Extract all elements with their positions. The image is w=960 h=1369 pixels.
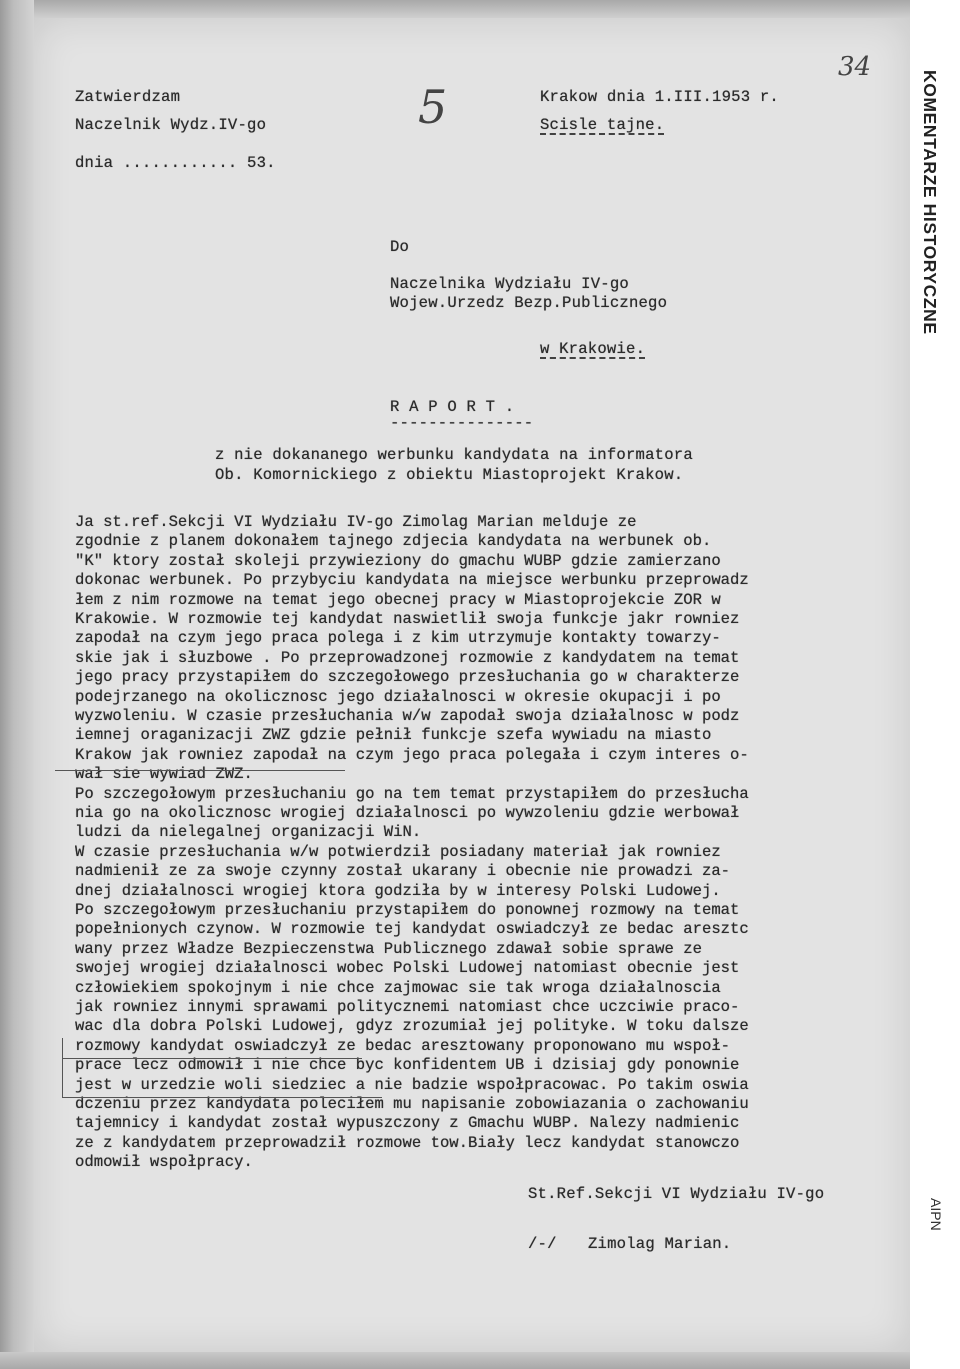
addressee-to: Do xyxy=(390,238,410,256)
body-line: nia go na okolicznosc wrogiej działalnosci po wywzoleniu gdzie werbował xyxy=(75,804,740,822)
body-line: skie jak i słuzbowe . Po przeprowadzonej rozmowie z kandydatem na temat xyxy=(75,648,740,667)
body-line: człowiekiem spokojnym i nie chce zajmowac sie tak wroga działalnoscia xyxy=(75,978,721,997)
body-line: podejrzanego na okolicznosc jego działalnosci w okresie okupacji i po xyxy=(75,687,721,706)
body-line: Krakow jak rowniez zapodał na czym jego praca polegała i czym interes o- xyxy=(75,745,749,764)
scan-bottom-edge xyxy=(0,1352,910,1369)
body-line: jest w urzedzie woli siedziec a nie badzie wspołpracowac. Po takim oswia xyxy=(75,1075,749,1094)
body-line: Krakowie. W rozmowie tej kandydat naswietlił swoja funkcje jakr rowniez xyxy=(75,610,740,628)
approval-date: dnia ............ 53. xyxy=(75,154,276,172)
body-line: dczeniu przez kandydata poleciłem mu napisanie zobowiazania o zachowaniu xyxy=(75,1095,749,1113)
signature-name: Zimolag Marian. xyxy=(588,1235,732,1253)
signature-mark: /-/ xyxy=(528,1235,557,1253)
report-heading: R A P O R T . xyxy=(390,398,515,416)
body-line: odmowił wspołpracy. xyxy=(75,1153,253,1172)
margin-underline-3 xyxy=(62,1097,382,1098)
report-heading-rule: --------------- xyxy=(390,414,534,432)
body-line: Po szczegołowym przesłuchaniu go na tem temat przystapiłem do przesłucha xyxy=(75,784,749,803)
body-line: jak rowniez innymi sprawami politycznemi natomiast chce uczciwie praco- xyxy=(75,998,740,1016)
body-line: wany przez Władze Bezpieczenstwa Publicznego zdawał sobie sprawe ze xyxy=(75,939,702,958)
scan-left-edge xyxy=(0,0,34,1369)
sidebar-credit: AIPN xyxy=(928,1198,944,1231)
margin-bracket xyxy=(62,1038,63,1098)
body-line: nadmienił ze za swoje czynny został ukarany i obecnie nie prowadzi za- xyxy=(75,862,731,881)
body-line: łem z nim rozmowe na temat jego obecnej pracy w Miastoprojekcie ZOR w xyxy=(75,590,721,609)
subject-line-1: z nie dokananego werbunku kandydata na informatora xyxy=(215,446,693,464)
margin-underline-1 xyxy=(55,770,345,771)
body-line: tajemnicy i kandydat został wypuszczony z Gmachu WUBP. Nalezy nadmienic xyxy=(75,1114,740,1133)
body-line: popełnionych czynow. W rozmowie tej kandydat oswiadczył ze bedac aresztc xyxy=(75,920,749,939)
body-line: dokonac werbunek. Po przybyciu kandydata na miejsce werbunku przeprowadz xyxy=(75,571,749,590)
body-line: iemnej oraganizacji ZWZ gdzie pełnił funkcje szefa wywiadu na miasto xyxy=(75,726,712,745)
body-line: "K" ktory został skoleji przywieziony do gmachu WUBP gdzie zamierzano xyxy=(75,551,721,570)
approval-line-1: Zatwierdzam xyxy=(75,88,181,106)
addressee-line-3: w Krakowie. xyxy=(540,340,646,358)
addressee-line-2: Wojew.Urzedz Bezp.Publicznego xyxy=(390,294,668,312)
addressee-line-1: Naczelnika Wydziału IV-go xyxy=(390,275,629,293)
body-line: prace lecz odmowił i nie chce byc konfidentem UB i dzisiaj gdy ponownie xyxy=(75,1056,740,1075)
scan-top-edge xyxy=(0,0,910,18)
body-line: wyzwoleniu. W czasie przesłuchania w/w zapodał swoja działalnosc w podz xyxy=(75,707,740,725)
body-line: ludzi da nielegalnej organizacji WiN. xyxy=(75,823,422,842)
handwritten-page-number: 34 xyxy=(838,52,872,82)
body-line: Ja st.ref.Sekcji VI Wydziału IV-go Zimolag Marian melduje ze xyxy=(75,513,637,531)
body-line: dnej działalnosci wrogiej ktora godziła by w interesy Polski Ludowej. xyxy=(75,881,721,900)
approval-line-2: Naczelnik Wydz.IV-go xyxy=(75,116,267,134)
body-line: wac dla dobra Polski Ludowej, gdyz zrozumiał jej polityke. W toku dalsze xyxy=(75,1017,749,1036)
subject-line-2: Ob. Komornickiego z obiektu Miastoprojekt Krakow. xyxy=(215,466,684,484)
body-line: Po szczegołowym przesłuchaniu przystapiłem do ponownej rozmowy na temat xyxy=(75,901,740,919)
body-line: zgodnie z planem dokonałem tajnego zdjecia kandydata na werbunek ob. xyxy=(75,532,712,551)
body-line: ze z kandydatem przeprowadził rozmowe tow.Biały lecz kandydat stanowczo xyxy=(75,1133,740,1152)
handwritten-document-number: 5 xyxy=(418,80,448,134)
signature-title: St.Ref.Sekcji VI Wydziału IV-go xyxy=(528,1185,825,1203)
body-line: jego pracy przystapiłem do szczegołowego przesłuchania go w charakterze xyxy=(75,668,740,687)
body-line: zapodał na czym jego praca polega i z kim utrzymuje kontakty towarzy- xyxy=(75,629,721,648)
body-line: wał sie wywiad ZWZ. xyxy=(75,765,253,784)
body-line: swojej wrogiej działalnosci wobec Polski Ludowej natomiast obecnie jest xyxy=(75,959,740,978)
classification: Scisle tajne. xyxy=(540,116,665,134)
place-date: Krakow dnia 1.III.1953 r. xyxy=(540,88,779,106)
body-line: W czasie przesłuchania w/w potwierdził posiadany materiał jak rowniez xyxy=(75,842,721,861)
body-line: rozmowy kandydat oswiadczył ze bedac aresztowany proponowano mu wspoł- xyxy=(75,1036,731,1055)
margin-underline-2 xyxy=(62,1058,362,1059)
sidebar-title: KOMENTARZE HISTORYCZNE xyxy=(920,70,940,335)
